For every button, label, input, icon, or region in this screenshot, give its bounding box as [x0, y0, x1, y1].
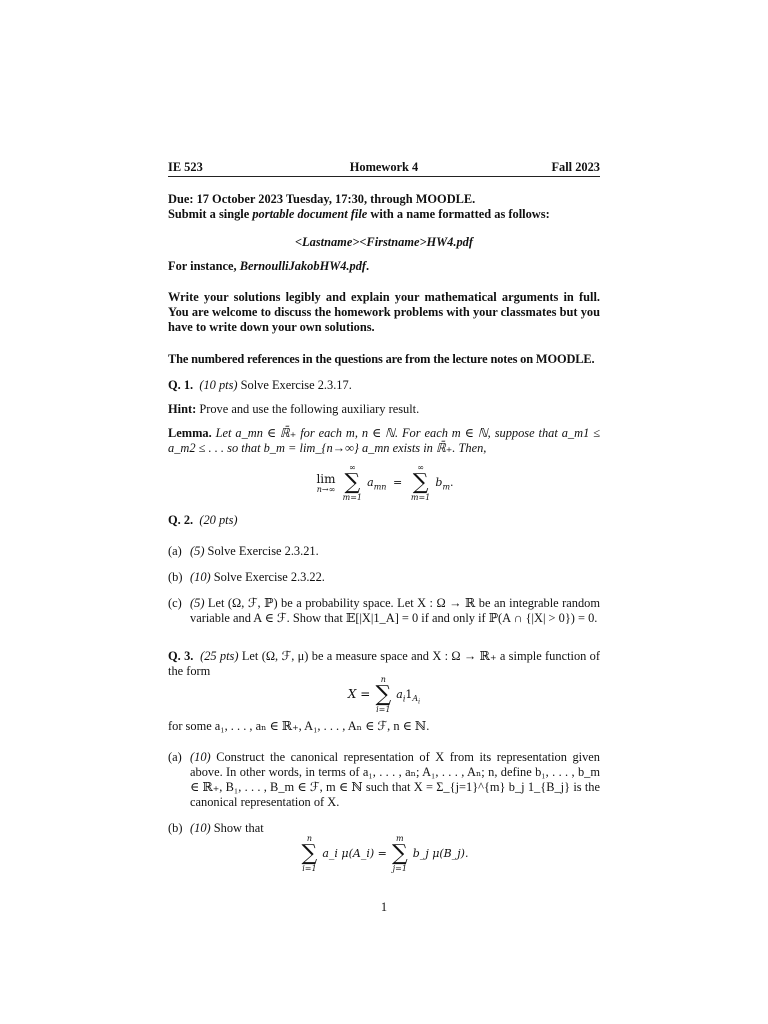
lemma-equation: lim n→∞ ∞ ∑ m=1 $a_{mn}$ = ∞ ∑ m=1 $b_m$.: [316, 463, 454, 502]
hint: [168, 402, 600, 417]
submit-suffix: with a name formatted as follows:: [367, 207, 550, 221]
sum-operator-left: [302, 835, 318, 873]
rhs-subscript: m: [442, 482, 451, 492]
question-2: [168, 513, 600, 528]
question-2-label: Q. 2.: [168, 513, 194, 527]
limit-subscript: n→∞: [316, 485, 336, 494]
coefficient-subscript: i: [402, 694, 406, 704]
item-label: (b): [168, 570, 183, 584]
lemma-line-1: [168, 426, 600, 441]
lemma-label: Lemma.: [168, 426, 212, 440]
submit-line: [168, 207, 600, 222]
term: Fall 2023: [551, 160, 600, 174]
sum-lower-limit: m=1: [342, 493, 363, 502]
lemma-line-2: a_m2 ≤ . . . so that b_m = lim_{n→∞} a_mn exists in ℝ̄₊. Then,: [168, 441, 487, 455]
lhs-term: a: [367, 475, 374, 489]
hint-label: Hint:: [168, 402, 197, 416]
item-points: (10): [190, 821, 211, 835]
sum-operator-right: [392, 835, 408, 873]
equation-lhs: X =: [347, 686, 371, 701]
indicator-set-subscript: i: [418, 698, 421, 706]
simple-function-equation: [168, 676, 600, 716]
instance-suffix: .: [366, 259, 370, 273]
item-text: Show that: [210, 821, 264, 835]
question-3-text: Let (Ω, ℱ, μ) be a measure space and X : Ω → ℝ₊ a simple function of the form: [168, 649, 601, 678]
sum-lower-limit: m=1: [410, 493, 431, 502]
page-number: 1: [380, 900, 388, 914]
sigma-symbol: ∑: [391, 841, 408, 866]
sigma-symbol: ∑: [412, 470, 429, 495]
sum-lower-limit: i=1: [376, 705, 391, 714]
due-line: Due: 17 October 2023 Tuesday, 17:30, through MOODLE.: [168, 192, 476, 206]
item-text: Construct the canonical representation of X from its representation given above. In other words, in terms of a₁, . . . , aₙ; A₁, . . . , Aₙ; n, define b₁, . . . , b_m ∈ ℝ₊, B₁, . . . , B_m ∈ ℱ, m ∈ ℕ such that X = Σ_{j=1}^{m} b_j 1_{B_j} is the canonical representation of X.: [190, 750, 600, 809]
instructions-paragraph: Write your solutions legibly and explain your mathematical arguments in full. You are welcome to discuss the homework problems with your classmates but you have to write down your own solutions.: [168, 290, 600, 334]
course-code: IE 523: [168, 160, 203, 174]
question-1: [168, 378, 600, 393]
item-points: (10): [190, 570, 211, 584]
equation-period: .: [450, 475, 454, 489]
sum-lower-limit: i=1: [302, 864, 317, 873]
question-1-text: Solve Exercise 2.3.17.: [237, 378, 352, 392]
document-page: [168, 0, 600, 1024]
document-title: Homework 4: [349, 160, 419, 174]
sum-upper-limit: ∞: [417, 463, 424, 472]
references-note: The numbered references in the questions are from the lecture notes on MOODLE.: [168, 352, 595, 366]
page-header: [168, 160, 600, 177]
sum-upper-limit: n: [306, 834, 312, 843]
submit-italic: portable document file: [252, 207, 368, 221]
item-points: (5): [190, 544, 205, 558]
item-label: (c): [168, 596, 182, 610]
item-text: Solve Exercise 2.3.22.: [210, 570, 325, 584]
question-2-points: (20 pts): [199, 513, 238, 527]
lhs-term: a_i μ(A_i) =: [322, 846, 387, 860]
indicator-set: A: [412, 694, 419, 704]
item-text: Let (Ω, ℱ, ℙ) be a probability space. Let X : Ω → ℝ be an integrable random variable and A ∈ ℱ. Show that 𝔼[|X|1_A] = 0 if and only if ℙ(A ∩ {|X| > 0}) = 0.: [190, 596, 600, 625]
limit-operator: [316, 472, 335, 494]
sum-operator-left: [343, 464, 362, 502]
instance-prefix: For instance,: [168, 259, 240, 273]
instance-line: [168, 259, 600, 274]
sum-lower-limit: j=1: [392, 864, 407, 873]
item-label: (a): [168, 544, 182, 558]
coefficient: a: [396, 687, 403, 701]
item-label: (a): [168, 750, 182, 764]
question-3-label: Q. 3.: [168, 649, 194, 663]
indicator: 1: [405, 687, 413, 701]
measure-equality-equation: [168, 835, 600, 879]
hint-text: Prove and use the following auxiliary result.: [196, 402, 420, 416]
sum-operator-right: [411, 464, 430, 502]
sigma-symbol: ∑: [301, 841, 318, 866]
sum-upper-limit: ∞: [349, 463, 356, 472]
sigma-symbol: ∑: [375, 682, 392, 707]
q3-after-equation: for some a₁, . . . , aₙ ∈ ℝ₊, A₁, . . . , Aₙ ∈ ℱ, n ∈ ℕ.: [168, 719, 430, 733]
item-points: (10): [190, 750, 211, 764]
sigma-symbol: ∑: [344, 470, 361, 495]
sum-operator: [375, 676, 391, 714]
filename-format: <Lastname><Firstname>HW4.pdf: [295, 235, 473, 249]
rhs-term: b: [435, 475, 443, 489]
question-1-label: Q. 1.: [168, 378, 194, 392]
submit-prefix: Submit a single: [168, 207, 253, 221]
limit-symbol: lim: [316, 472, 336, 486]
lemma-text-1: Let a_mn ∈ ℝ̄₊ for each m, n ∈ ℕ. For each m ∈ ℕ, suppose that a_m1 ≤: [211, 426, 600, 440]
item-text: Solve Exercise 2.3.21.: [204, 544, 319, 558]
lhs-subscript: mn: [373, 482, 387, 492]
item-points: (5): [190, 596, 205, 610]
instance-filename: BernoulliJakobHW4.pdf: [239, 259, 367, 273]
rhs-term: b_j μ(B_j).: [412, 846, 469, 860]
sum-upper-limit: n: [380, 675, 386, 684]
question-3-points: (25 pts): [200, 649, 239, 663]
sum-upper-limit: m: [396, 834, 404, 843]
item-label: (b): [168, 821, 183, 835]
question-1-points: (10 pts): [199, 378, 238, 392]
